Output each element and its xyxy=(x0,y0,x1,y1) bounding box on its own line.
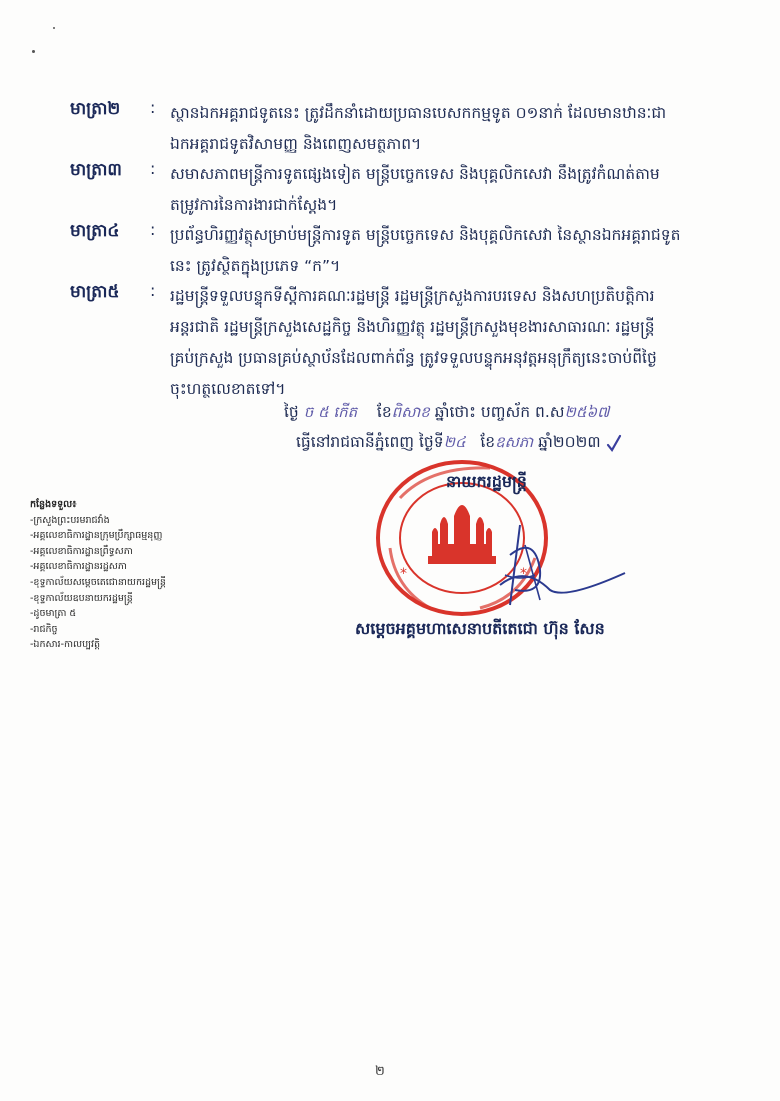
checkmark-icon xyxy=(606,434,622,452)
recipient-item: -រាជកិច្ច xyxy=(30,623,58,635)
article-body xyxy=(170,281,725,405)
article-body xyxy=(170,159,725,221)
month-label: ខែ xyxy=(480,433,496,451)
handwritten-signature xyxy=(480,515,630,615)
recipient-item: -ក្រសួងព្រះបរមរាជវាំង xyxy=(30,514,110,526)
article-colon: : xyxy=(150,98,156,117)
month-label: ខែ xyxy=(376,403,392,421)
handwritten-lunar-day: ច ៥ កើត xyxy=(303,403,358,421)
lunar-year-text: ឆ្នាំថោះ បញ្ចស័ក ព.ស xyxy=(434,403,565,421)
recipient-item: -អគ្គលេខាធិការដ្ឋានរដ្ឋសភា xyxy=(30,561,127,573)
handwritten-lunar-month: ពិសាខ xyxy=(391,403,430,421)
article-line: ប្រព័ន្ធហិរញ្ញវត្ថុសម្រាប់មន្ត្រីការទូត មន្ត្រីបច្ចេកទេស និងបុគ្គលិកសេវា នៃស្ថានឯកអគ្គរាជទូត xyxy=(170,226,681,244)
article-label: មាត្រា៥ xyxy=(70,282,120,302)
article-line: អន្តរជាតិ រដ្ឋមន្ត្រីក្រសួងសេដ្ឋកិច្ច និងហិរញ្ញវត្ថុ រដ្ឋមន្ត្រីក្រសួងមុខងារសាធារណៈ រដ្ឋមន្ត្រី xyxy=(170,318,655,336)
signatory-title: នាយករដ្ឋមន្ត្រី xyxy=(446,472,527,491)
recipient-item: -ឯកសារ-កាលប្បវត្តិ xyxy=(30,639,100,651)
svg-text:*: * xyxy=(400,566,407,582)
article-line: សមាសភាពមន្ត្រីការទូតផ្សេងទៀត មន្ត្រីបច្ចេកទេស និងបុគ្គលិកសេវា នឹងត្រូវកំណត់តាម xyxy=(170,165,660,183)
article-2 xyxy=(70,98,730,168)
page-number: ២ xyxy=(375,1064,385,1079)
recipient-item: -អគ្គលេខាធិការដ្ឋានក្រុមប្រឹក្សាធម្មនុញ្ញ xyxy=(30,530,163,542)
recipient-item: -ដូចមាត្រា ៥ xyxy=(30,608,77,620)
article-line: ស្ថានឯកអគ្គរាជទូតនេះ ត្រូវដឹកនាំដោយប្រធានបេសកកម្មទូត ០១នាក់ ដែលមានឋានៈជា xyxy=(170,104,667,122)
article-line: ចុះហត្ថលេខាតទៅ។ xyxy=(170,380,286,398)
handwritten-lunar-year: ២៥៦៧ xyxy=(564,403,610,421)
article-colon: : xyxy=(150,159,156,178)
article-colon: : xyxy=(150,220,156,239)
recipients-list xyxy=(30,497,270,653)
recipient-item: -ខុទ្ទកាល័យសម្តេចតេជោនាយករដ្ឋមន្ត្រី xyxy=(30,576,166,588)
solar-date-line xyxy=(296,432,622,455)
recipient-item: -អគ្គលេខាធិការដ្ឋានព្រឹទ្ធសភា xyxy=(30,545,133,557)
place-text: ធ្វើនៅរាជធានីភ្នំពេញ ថ្ងៃទី xyxy=(296,433,444,451)
article-line: ឯកអគ្គរាជទូតវិសាមញ្ញ និងពេញសមត្ថភាព។ xyxy=(170,135,422,153)
article-colon: : xyxy=(150,281,156,300)
recipient-item: -ខុទ្ទកាល័យឧបនាយករដ្ឋមន្ត្រី xyxy=(30,592,133,604)
scan-speck xyxy=(32,50,35,53)
solar-year-text: ឆ្នាំ២០២៣ xyxy=(538,433,601,451)
article-4 xyxy=(70,220,730,290)
handwritten-solar-month: ឧសភា xyxy=(495,433,534,451)
lunar-date-line xyxy=(284,402,609,425)
recipients-title: កន្លែងទទួល៖ xyxy=(30,499,77,510)
article-line: គ្រប់ក្រសួង ប្រធានគ្រប់ស្ថាប័នដែលពាក់ព័ន្ធ ត្រូវទទួលបន្ទុកអនុវត្តអនុក្រឹត្យនេះចាប់ពីថ្ងៃ xyxy=(170,349,657,367)
article-line: រដ្ឋមន្ត្រីទទួលបន្ទុកទីស្តីការគណៈរដ្ឋមន្ត្រី រដ្ឋមន្ត្រីក្រសួងការបរទេស និងសហប្រតិបត្តិការ xyxy=(170,287,655,305)
article-body xyxy=(170,98,725,160)
svg-text:*: * xyxy=(520,566,527,582)
article-5 xyxy=(70,281,730,411)
article-line: នេះ ត្រូវស្ថិតក្នុងប្រភេទ “ក”។ xyxy=(170,257,341,275)
article-body xyxy=(170,220,725,282)
handwritten-solar-day: ២៤ xyxy=(443,433,466,451)
scan-speck xyxy=(53,27,55,29)
article-3 xyxy=(70,159,730,229)
article-label: មាត្រា៤ xyxy=(70,221,120,241)
day-label: ថ្ងៃ xyxy=(284,403,299,421)
article-label: មាត្រា២ xyxy=(70,99,121,119)
article-label: មាត្រា៣ xyxy=(70,160,122,180)
article-line: តម្រូវការនៃការងារជាក់ស្តែង។ xyxy=(170,196,338,214)
signatory-name: សម្តេចអគ្គមហាសេនាបតីតេជោ ហ៊ុន សែន xyxy=(355,619,605,638)
